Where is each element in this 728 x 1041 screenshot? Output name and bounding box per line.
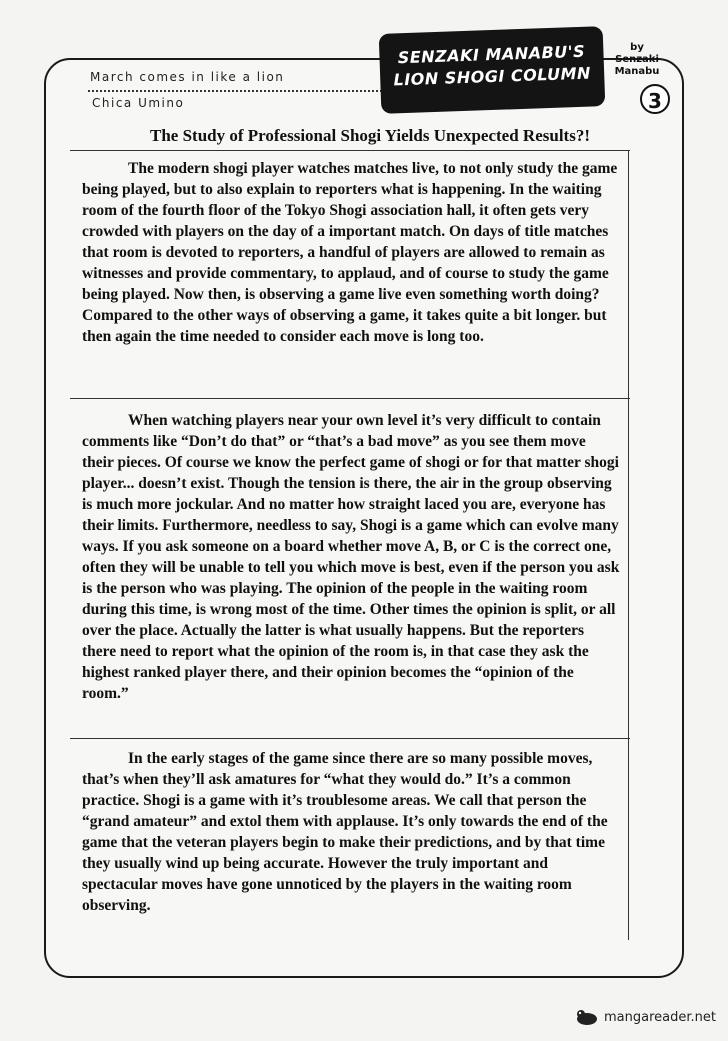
- byline-by: by: [630, 42, 644, 53]
- paragraph-1: The modern shogi player watches matches live, to not only study the game being played, but to also explain to reporters what is happening. In the waiting room of the fourth floor of the Tokyo Shogi association hall, it often gets very crowded with players on the day of a important match. On days of title matches that room is devoted to reporters, a handful of players are allowed to remain as witnesses and provide commentary, to applaud, and of course to study the game being played. Now then, is observing a game live even something worth doing? Compared to the other ways of observing a game, it takes quite a bit longer. but then again the time needed to consider each move is long too.: [82, 160, 618, 345]
- byline-last: Manabu: [614, 66, 660, 77]
- paragraph-2: When watching players near your own level it’s very difficult to contain comments like “Don’t do that” or “that’s a bad move” as you see them move their pieces. Of course we know the perfect game of shogi or for that matter shogi player... doesn’t exist. Though the tension is there, the air in the group observing is much more jockular. And no matter how straight laced you are, everyone has their limits. Furthermore, needless to say, Shogi is a game which can evolve many ways. If you ask someone on a board whether move A, B, or C is the correct one, often they will be unable to tell you which move is best, even if the person you ask is the person who was playing. The opinion of the people in the waiting room during this time, is wrong most of the time. Other times the opinion is split, or all over the place. Actually the latter is what usually happens. But the reporters there need to report what the opinion of the room is, in that case they ask the highest ranked player there, and their opinion becomes the “opinion of the room.”: [82, 412, 620, 702]
- watermark: [574, 1008, 716, 1026]
- header-divider: [88, 90, 390, 92]
- mascot-icon: [574, 1008, 600, 1026]
- column-badge-line1: SENZAKI MANABU'S: [397, 41, 586, 68]
- article-title: The Study of Professional Shogi Yields Unexpected Results?!: [150, 126, 590, 145]
- series-title: March comes in like a lion: [90, 70, 285, 84]
- right-margin-rule: [628, 150, 629, 940]
- column-badge: [379, 26, 606, 114]
- paragraph-3: In the early stages of the game since there are so many possible moves, that’s when they’ll ask amatures for “what they would do.” It’s a common practice. Shogi is a game with it’s troublesome areas. We call that person the “grand amateur” and extol them with applause. It’s only towards the end of the game that the veteran players begin to make their predictions, and by that time they usually wind up being accurate. However the truly important and spectacular moves have gone unnoticed by the players in the waiting room observing.: [82, 750, 608, 914]
- section-divider-2: [70, 738, 630, 739]
- watermark-text: mangareader.net: [604, 1009, 716, 1025]
- column-number-badge: 3: [640, 84, 670, 114]
- author-name: Chica Umino: [92, 96, 185, 110]
- byline-first: Senzaki: [615, 54, 659, 65]
- column-badge-line2: LION SHOGI COLUMN: [393, 63, 592, 90]
- title-divider: [70, 150, 630, 151]
- section-divider-1: [70, 398, 630, 399]
- column-byline: [602, 42, 672, 78]
